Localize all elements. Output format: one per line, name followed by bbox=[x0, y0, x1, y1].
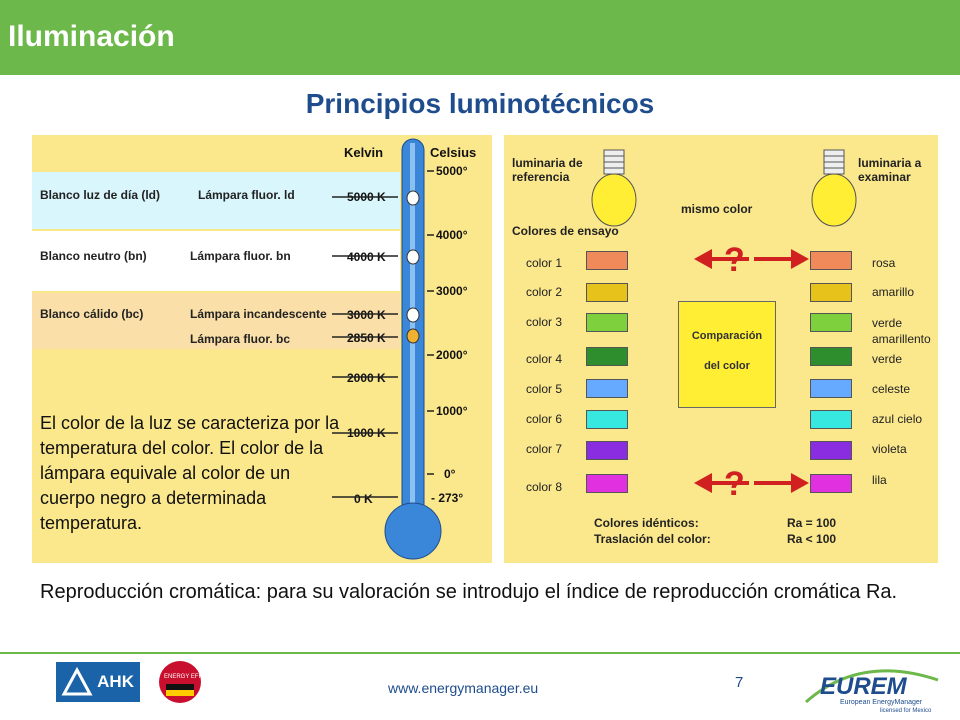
warm-lamp-2: Lámpara fluor. bc bbox=[190, 332, 291, 346]
test-color-label: color 6 bbox=[526, 412, 563, 426]
kelvin-tick: 1000 K bbox=[347, 426, 386, 440]
examined-lamp-label: luminaria a examinar bbox=[858, 156, 922, 184]
eurem-license-text: licensed for Mexico bbox=[880, 708, 932, 714]
right-swatch bbox=[810, 379, 852, 398]
daylight-label: Blanco luz de día (ld) bbox=[40, 188, 161, 202]
identical-colors-label: Colores idénticos: bbox=[594, 516, 699, 530]
celsius-tick: 2000° bbox=[436, 348, 468, 362]
celsius-header: Celsius bbox=[430, 145, 477, 160]
page-number: 7 bbox=[735, 674, 744, 691]
celsius-tick: 3000° bbox=[436, 284, 468, 298]
color-shift-value: Ra < 100 bbox=[787, 532, 837, 546]
color-shift-label: Traslación del color: bbox=[594, 532, 711, 546]
question-mark-icon: ? bbox=[724, 465, 745, 503]
examined-color-label: amarillo bbox=[872, 285, 915, 299]
arrows-top bbox=[694, 241, 809, 279]
thermometer-bulb bbox=[385, 503, 441, 559]
kelvin-tick: 2000 K bbox=[347, 371, 386, 385]
test-color-label: color 1 bbox=[526, 256, 563, 270]
energy-efficiency-logo bbox=[158, 660, 227, 704]
right-swatch bbox=[810, 313, 852, 332]
kelvin-tick: 4000 K bbox=[347, 250, 386, 264]
left-swatch bbox=[586, 474, 628, 493]
energy-logo-text: ENERGY EFFICIENCY bbox=[164, 674, 227, 680]
eurem-logo-text: EUREM bbox=[820, 673, 907, 700]
question-mark-icon: ? bbox=[724, 241, 745, 279]
test-color-label: color 4 bbox=[526, 352, 563, 366]
left-swatch bbox=[586, 283, 628, 302]
ahk-logo-text: AHK bbox=[97, 672, 134, 691]
reproduction-text: Reproducción cromática: para su valoración se introdujo el índice de reproducción cromática Ra. bbox=[40, 581, 898, 603]
test-color-label: color 3 bbox=[526, 315, 563, 329]
left-swatch bbox=[586, 410, 628, 429]
right-swatch bbox=[810, 474, 852, 493]
arrows-bottom bbox=[694, 465, 809, 503]
celsius-tick: 5000° bbox=[436, 164, 468, 178]
examined-color-label: verde amarillento bbox=[872, 316, 931, 346]
neutral-lamp: Lámpara fluor. bn bbox=[190, 249, 291, 263]
examined-color-label: verde bbox=[872, 352, 903, 366]
test-color-label: color 8 bbox=[526, 480, 563, 494]
right-swatch bbox=[810, 441, 852, 460]
left-swatch bbox=[586, 441, 628, 460]
examined-color-label: violeta bbox=[872, 442, 907, 456]
temperature-description: El color de la luz se caracteriza por la temperatura del color. El color de la lámpara equivale al color de un cuerpo negro a determinada temperatura. bbox=[40, 413, 340, 533]
test-color-label: color 5 bbox=[526, 382, 563, 396]
kelvin-tick: 3000 K bbox=[347, 308, 386, 322]
kelvin-tick: 2850 K bbox=[347, 331, 386, 345]
color-rendering-panel bbox=[504, 135, 938, 563]
left-swatch bbox=[586, 379, 628, 398]
reference-lamp-label: luminaria de referencia bbox=[512, 156, 583, 184]
right-swatch bbox=[810, 410, 852, 429]
marker-5000k bbox=[407, 191, 419, 205]
left-swatch bbox=[586, 313, 628, 332]
marker-3000k bbox=[407, 308, 419, 322]
marker-2850k bbox=[407, 329, 419, 343]
daylight-lamp: Lámpara fluor. ld bbox=[198, 188, 295, 202]
section-title: Iluminación bbox=[8, 20, 175, 53]
examined-color-label: lila bbox=[872, 473, 887, 487]
test-colors-label: Colores de ensayo bbox=[512, 224, 619, 238]
celsius-tick: 0° bbox=[444, 467, 456, 481]
same-color-label: mismo color bbox=[681, 202, 753, 216]
color-comparison-box bbox=[678, 301, 776, 408]
ahk-logo bbox=[56, 662, 140, 702]
temperature-panel bbox=[32, 135, 492, 563]
kelvin-tick: 0 K bbox=[354, 492, 373, 506]
comparison-line-2: del color bbox=[704, 360, 750, 372]
kelvin-header: Kelvin bbox=[344, 145, 384, 160]
right-swatch bbox=[810, 283, 852, 302]
ahk-emblem-icon bbox=[62, 668, 92, 696]
marker-4000k bbox=[407, 250, 419, 264]
header-bar bbox=[0, 0, 960, 75]
kelvin-tick: 5000 K bbox=[347, 190, 386, 204]
footer-divider bbox=[0, 652, 960, 654]
footer-url[interactable]: www.energymanager.eu bbox=[388, 680, 539, 696]
celsius-tick: 4000° bbox=[436, 228, 468, 242]
slide-subtitle: Principios luminotécnicos bbox=[305, 88, 655, 119]
right-swatch bbox=[810, 251, 852, 270]
warm-lamp: Lámpara incandescente bbox=[190, 307, 327, 321]
comparison-line-1: Comparación bbox=[691, 330, 763, 342]
examined-lamp-icon bbox=[812, 150, 856, 226]
examined-color-label: azul cielo bbox=[872, 412, 923, 426]
warm-label: Blanco cálido (bc) bbox=[40, 307, 144, 321]
celsius-tick: - 273° bbox=[431, 491, 464, 505]
left-swatch bbox=[586, 251, 628, 270]
neutral-label: Blanco neutro (bn) bbox=[40, 249, 147, 263]
left-swatch bbox=[586, 347, 628, 366]
right-swatch bbox=[810, 347, 852, 366]
identical-colors-value: Ra = 100 bbox=[787, 516, 837, 530]
eurem-logo bbox=[800, 662, 942, 714]
test-color-label: color 2 bbox=[526, 285, 563, 299]
examined-color-label: celeste bbox=[872, 382, 911, 396]
eurem-sub-text: European EnergyManager bbox=[840, 699, 923, 706]
celsius-tick: 1000° bbox=[436, 404, 468, 418]
test-color-label: color 7 bbox=[526, 442, 563, 456]
examined-color-label: rosa bbox=[872, 256, 896, 270]
